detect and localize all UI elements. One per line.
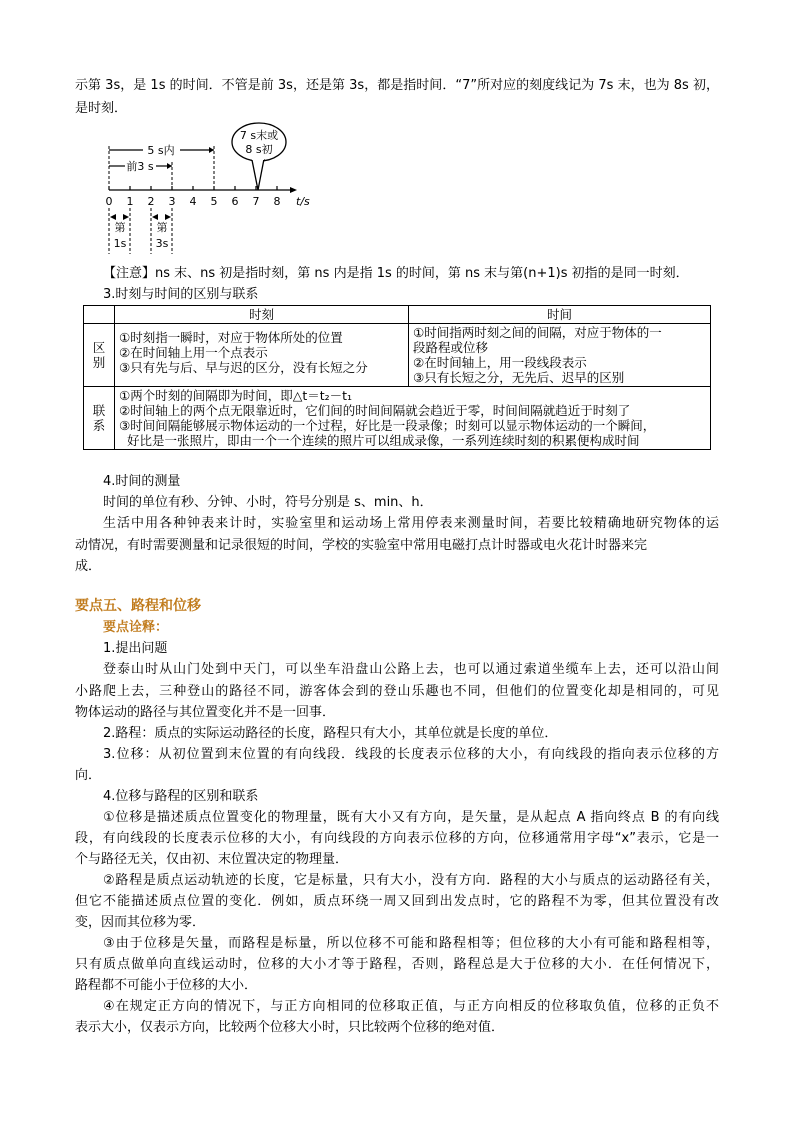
- diff-2-line-2: 但它不能描述质点位置的变化．例如，质点环绕一周又回到出发点时，它的路程不为零，但其位置没有改: [75, 894, 719, 909]
- col-header-time: 时间: [409, 306, 711, 324]
- timeline-figure: [100, 122, 330, 262]
- difference-title: 4.位移与路程的区别和联系: [103, 789, 259, 804]
- moment-line-2: ②在时间轴上用一个点表示: [119, 345, 268, 360]
- axis-label: t/s: [296, 195, 310, 208]
- note-line: 【注意】ns 末、ns 初是指时刻，第 ns 内是指 1s 的时间，第 ns 末与第(n+1)s 初指的是同一时刻．: [103, 266, 689, 281]
- intro-line-1: 示第 3s，是 1s 的时间．不管是前 3s，还是第 3s，都是指时间．“7”所对应的刻度线记为 7s 末，也为 8s 初，: [75, 78, 719, 93]
- axis-tick-label: 1: [126, 195, 134, 208]
- label-first3s: 前3 s: [126, 160, 154, 173]
- axis-tick-label: 7: [252, 195, 260, 208]
- box-3s-bottom: 3s: [155, 237, 169, 250]
- box-3s-top: 第: [156, 221, 168, 234]
- row-head-diff-a: 区: [92, 340, 106, 355]
- question-line-3: 物体运动的路径与其位置变化并不是一回事．: [75, 705, 336, 720]
- diff-2-line-3: 变，因而其位移为零．: [75, 915, 206, 930]
- point5-heading: 要点五、路程和位移: [75, 598, 201, 614]
- question-line-1: 登泰山时从山门处到中天门，可以坐车沿盘山公路上去，也可以通过索道坐缆车上去，还可以沿山间: [103, 662, 719, 677]
- axis-tick-label: 0: [105, 195, 113, 208]
- link-line-1: ①两个时刻的间隔即为时间，即△t＝t₂－t₁: [119, 388, 353, 403]
- link-line-4: 好比是一张照片，即由一个一个连续的照片可以组成录像，一系列连续时刻的积累便构成时间: [127, 433, 640, 448]
- diff-2-line-1: ②路程是质点运动轨迹的长度，它是标量，只有大小，没有方向．路程的大小与质点的运动路径有关，: [103, 873, 719, 888]
- callout-line-2: 8 s初: [245, 143, 273, 156]
- time-line-4: ③只有长短之分，无先后、迟早的区别: [413, 370, 625, 385]
- callout-pointer: [252, 159, 264, 190]
- label-5s: 5 s内: [147, 144, 175, 157]
- callout-line-1: 7 s末或: [239, 129, 279, 142]
- displacement-definition-2: 向．: [75, 768, 102, 783]
- diff-3-line-1: ③由于位移是矢量，而路程是标量，所以位移不可能和路程相等；但位移的大小有可能和路程相等，: [103, 936, 719, 951]
- displacement-definition-1: 3.位移：从初位置到末位置的有向线段．线段的长度表示位移的大小，有向线段的指向表示位移的方: [103, 747, 719, 762]
- section4-units: 时间的单位有秒、分钟、小时，符号分别是 s、min、h．: [103, 495, 433, 510]
- diff-3-line-3: 路程都不可能小于位移的大小．: [75, 978, 258, 993]
- axis-tick-label: 4: [189, 195, 197, 208]
- axis-tick-label: 2: [147, 195, 155, 208]
- time-line-2: 段路程或位移: [413, 340, 489, 355]
- comparison-table: [83, 305, 711, 450]
- axis-arrow-icon: [290, 187, 297, 193]
- diff-4-line-2: 表示大小，仅表示方向，比较两个位移大小时，只比较两个位移的绝对值．: [75, 1020, 505, 1035]
- section4-para-2: 动情况，有时需要测量和记录很短的时间，学校的实验室中常用电磁打点计时器或电火花计时器来完: [75, 538, 648, 553]
- axis-tick-label: 6: [231, 195, 239, 208]
- point5-subheading: 要点诠释：: [103, 620, 169, 635]
- row-head-link-a: 联: [92, 403, 106, 418]
- box-1s-top: 第: [114, 221, 126, 234]
- diff-1-line-3: 个与路径无关，仅由初、末位置决定的物理量．: [75, 852, 349, 867]
- question-title: 1.提出问题: [103, 641, 168, 656]
- table-row-relation: [84, 387, 711, 450]
- col-header-moment: 时刻: [115, 306, 409, 324]
- axis-tick-label: 5: [210, 195, 218, 208]
- link-line-2: ②时间轴上的两个点无限靠近时，它们间的时间间隔就会趋近于零，时间间隔就趋近于时刻了: [119, 403, 631, 418]
- section4-title: 4.时间的测量: [103, 474, 181, 489]
- row-head-diff-b: 别: [92, 355, 106, 370]
- section3-title: 3.时刻与时间的区别与联系: [103, 287, 259, 302]
- time-line-3: ②在时间轴上，用一段线段表示: [413, 355, 587, 370]
- diff-3-line-2: 只有质点做单向直线运动时，位移的大小才等于路程，否则，路程总是大于位移的大小．在任何情况下，: [75, 957, 719, 972]
- time-line-1: ①时间指两时刻之间的间隔，对应于物体的一: [413, 325, 662, 340]
- question-line-2: 小路爬上去，三种登山的路径不同，游客体会到的登山乐趣也不同，但他们的位置变化却是相同的，可见: [75, 684, 719, 699]
- axis-tick-label: 3: [168, 195, 176, 208]
- diff-1-line-1: ①位移是描述质点位置变化的物理量，既有大小又有方向，是矢量，是从起点 A 指向终点 B 的有向线: [103, 810, 719, 825]
- section4-para-3: 成．: [75, 559, 102, 574]
- section4-para-1: 生活中用各种钟表来计时，实验室里和运动场上常用停表来测量时间，若要比较精确地研究物体的运: [103, 516, 719, 531]
- path-definition: 2.路程：质点的实际运动路径的长度，路程只有大小，其单位就是长度的单位．: [103, 726, 558, 741]
- axis-tick-label: 8: [273, 195, 281, 208]
- box-1s-bottom: 1s: [113, 237, 127, 250]
- table-header-row: [84, 306, 711, 324]
- link-line-3: ③时间间隔能够展示物体运动的一个过程，好比是一段录像；时刻可以显示物体运动的一个瞬间，: [119, 418, 656, 433]
- diff-4-line-1: ④在规定正方向的情况下，与正方向相同的位移取正值，与正方向相反的位移取负值，位移的正负不: [103, 999, 719, 1014]
- moment-line-3: ③只有先与后、早与迟的区分，没有长短之分: [119, 360, 368, 375]
- intro-line-2: 是时刻．: [75, 101, 128, 116]
- moment-line-1: ①时刻指一瞬时，对应于物体所处的位置: [119, 330, 343, 345]
- row-head-link-b: 系: [92, 418, 106, 433]
- table-row-difference: [84, 324, 711, 387]
- diff-1-line-2: 段，有向线段的长度表示位移的大小，有向线段的方向表示位移的方向，位移通常用字母“x”表示，它是一: [75, 831, 719, 846]
